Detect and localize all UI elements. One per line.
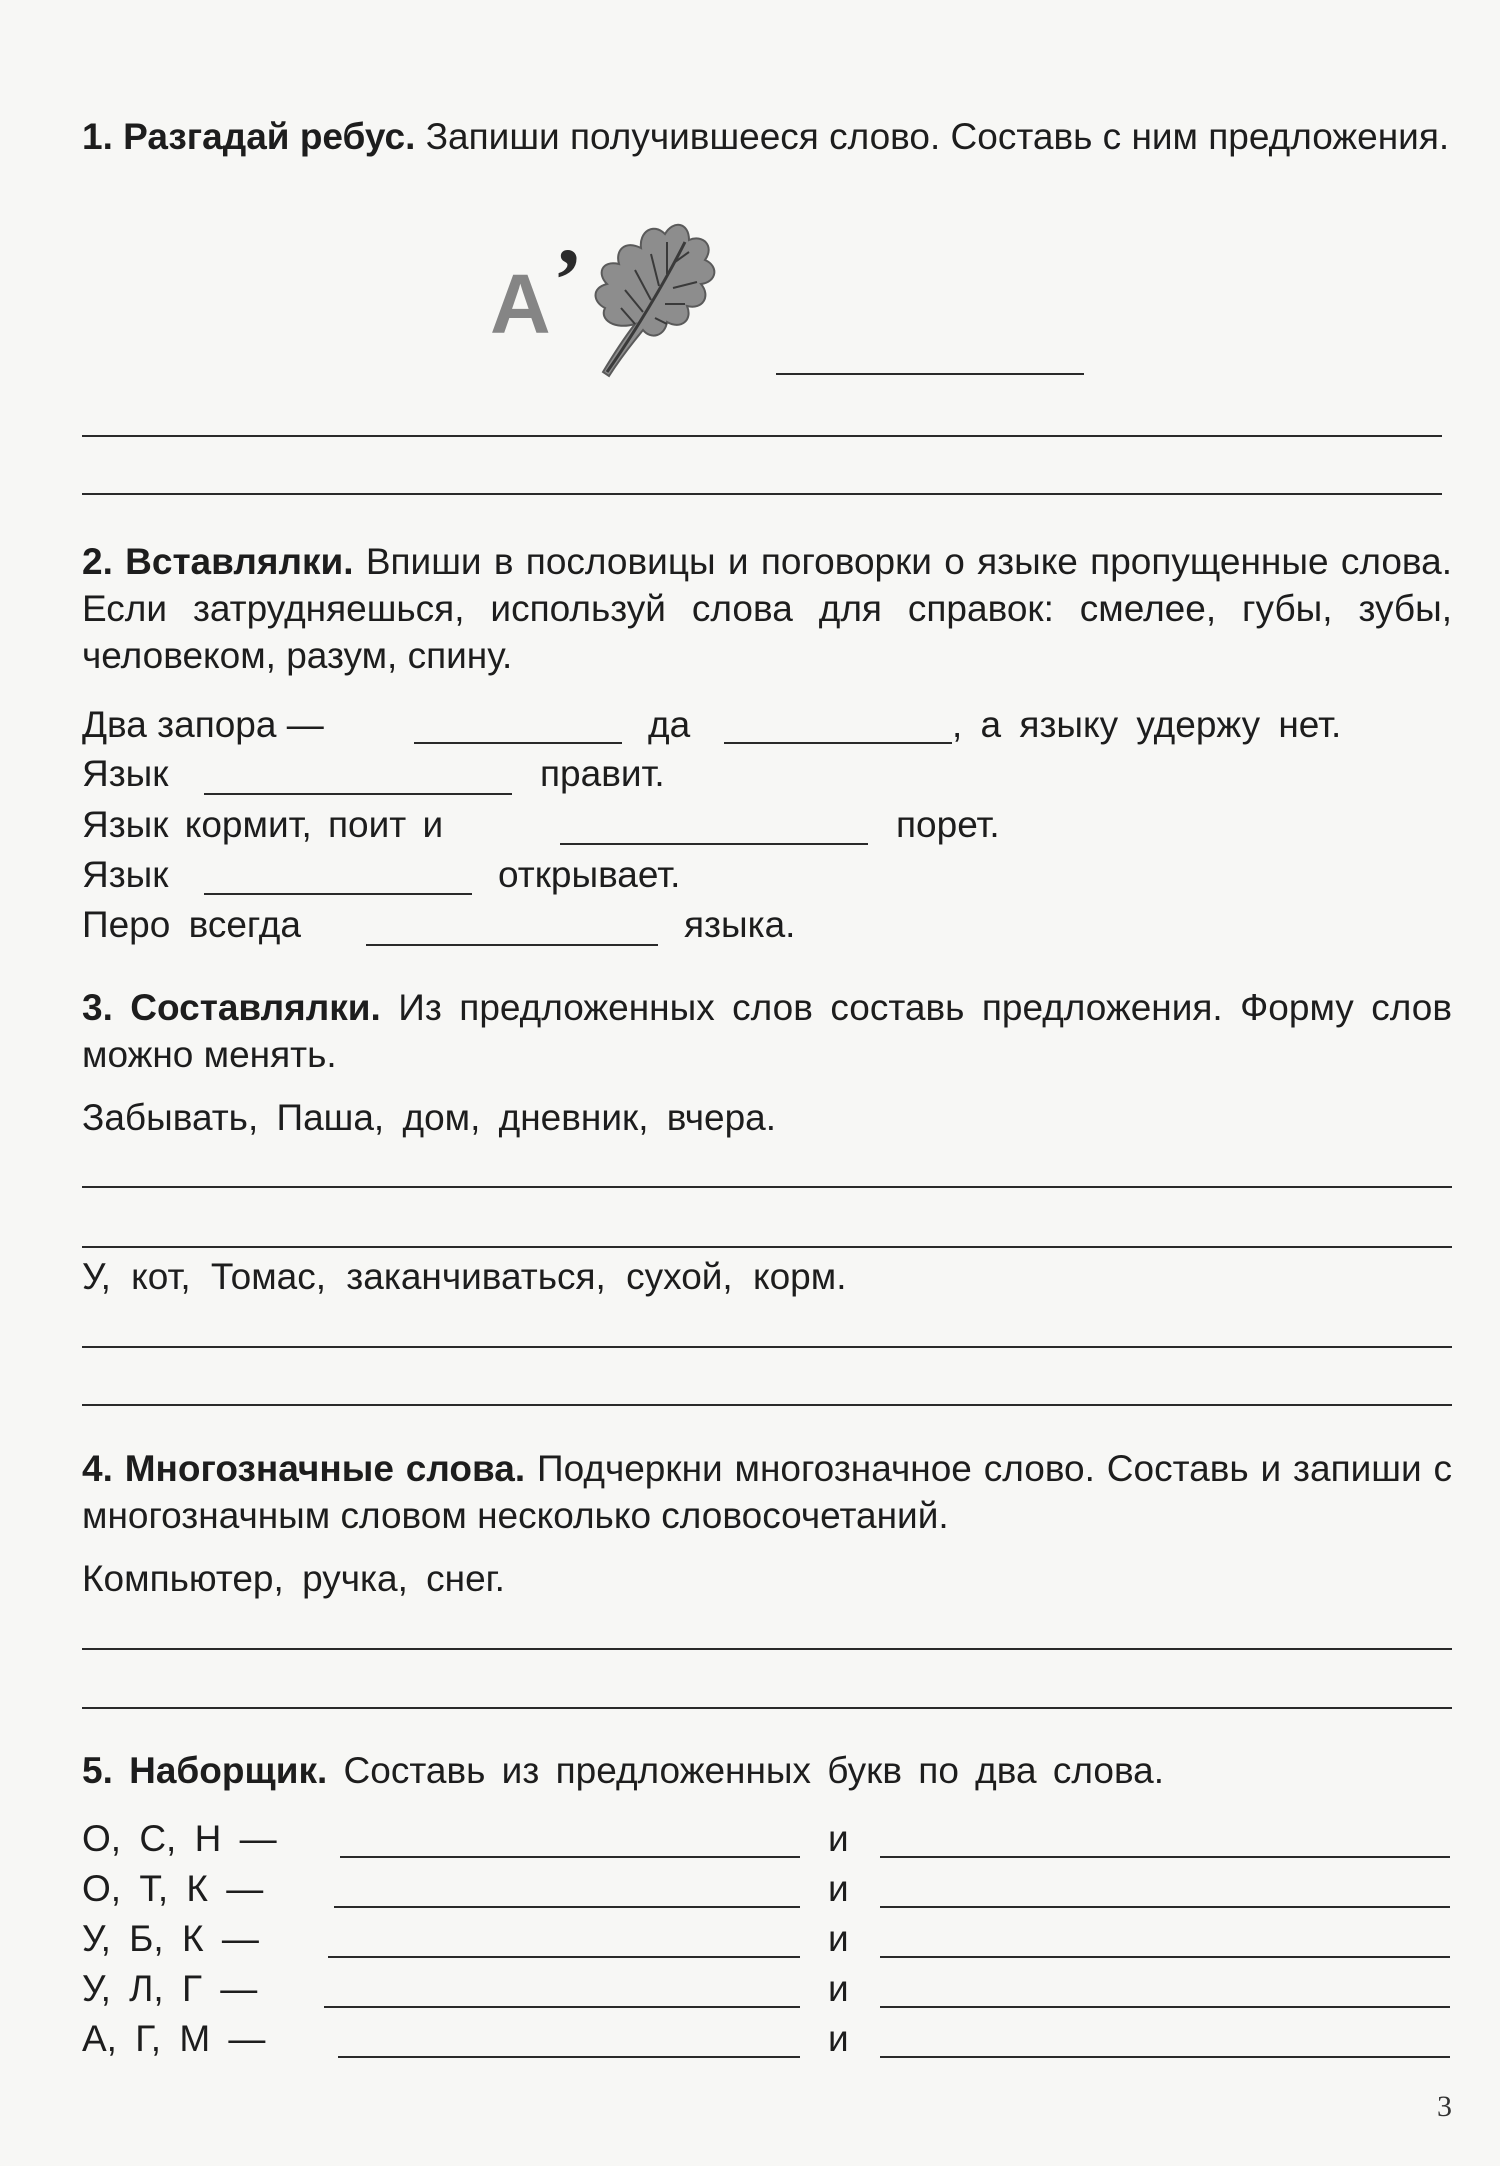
task5-conj: и	[828, 1818, 849, 1859]
task4-paragraph	[82, 1445, 1452, 1539]
proverb-3-start: Язык кормит, поит и	[82, 804, 444, 845]
task2-text: Впиши в пословицы и поговорки о языке пропущенные слова. Если затрудняешься, используй слова для справок: смелее, губы, зубы, человеком, разум, спину.	[82, 541, 1452, 676]
task3-text: Из предложенных слов составь предложения. Форму слов можно менять.	[82, 987, 1452, 1075]
proverb-5-start: Перо всегда	[82, 904, 301, 945]
rebus-apostrophe: ’	[553, 231, 583, 330]
task3-word-set-2: У, кот, Томас, заканчиваться, сухой, корм.	[82, 1256, 847, 1297]
task1-title: 1. Разгадай ребус.	[82, 116, 416, 157]
proverb-1-end: , а языку удержу нет.	[952, 704, 1342, 745]
task5-blank-1[interactable]	[334, 1906, 800, 1908]
task5-text: Составь из предложенных букв по два слова.	[343, 1750, 1165, 1791]
task5-blank-2[interactable]	[880, 1856, 1450, 1858]
task2-paragraph	[82, 538, 1452, 679]
proverb-1-start: Два запора —	[82, 704, 324, 745]
task2-title: 2. Вставлялки.	[82, 541, 354, 582]
task3-title: 3. Составлялки.	[82, 987, 381, 1028]
proverb-1-blank-1[interactable]	[414, 742, 622, 744]
task4-text: Подчеркни многозначное слово. Составь и запиши с многозначным словом несколько словосочетаний.	[82, 1448, 1453, 1536]
task5-letters: О, Т, К —	[82, 1868, 264, 1909]
task5-blank-2[interactable]	[880, 1906, 1450, 1908]
task5-blank-1[interactable]	[340, 1856, 800, 1858]
task5-letters: А, Г, М —	[82, 2018, 266, 2059]
task3-answer-line-3[interactable]	[82, 1346, 1452, 1348]
page-number: 3	[1437, 2090, 1452, 2123]
task5-paragraph	[82, 1747, 1452, 1794]
oak-leaf-icon	[585, 212, 725, 382]
task5-blank-2[interactable]	[880, 2056, 1450, 2058]
proverb-2-end: правит.	[540, 753, 665, 794]
proverb-4-end: открывает.	[498, 854, 681, 895]
rebus-answer-line[interactable]	[776, 373, 1084, 375]
task5-title: 5. Наборщик.	[82, 1750, 328, 1791]
task5-conj: и	[828, 2018, 849, 2059]
proverb-3-blank[interactable]	[560, 843, 868, 845]
proverb-5-end: языка.	[684, 904, 796, 945]
task1-text: Запиши получившееся слово. Составь с ним предложения.	[425, 116, 1450, 157]
task1-paragraph	[82, 113, 1452, 160]
task5-letters: У, Л, Г —	[82, 1968, 258, 2009]
task5-blank-2[interactable]	[880, 2006, 1450, 2008]
proverb-2-start: Язык	[82, 753, 169, 794]
proverb-3-end: порет.	[896, 804, 1000, 845]
proverb-4-blank[interactable]	[204, 893, 472, 895]
task4-title: 4. Многозначные слова.	[82, 1448, 526, 1489]
proverb-2-blank[interactable]	[204, 793, 512, 795]
proverb-4-start: Язык	[82, 854, 169, 895]
task4-answer-line-2[interactable]	[82, 1707, 1452, 1709]
task3-word-set-1: Забывать, Паша, дом, дневник, вчера.	[82, 1097, 777, 1138]
proverb-5-blank[interactable]	[366, 944, 658, 946]
task5-conj: и	[828, 1868, 849, 1909]
proverb-1-middle: да	[648, 704, 691, 745]
task4-words: Компьютер, ручка, снег.	[82, 1558, 505, 1599]
task3-answer-line-1[interactable]	[82, 1186, 1452, 1188]
task5-blank-2[interactable]	[880, 1956, 1450, 1958]
task5-letters: О, С, Н —	[82, 1818, 277, 1859]
task5-blank-1[interactable]	[324, 2006, 800, 2008]
task1-answer-line-2[interactable]	[82, 493, 1442, 495]
task5-blank-1[interactable]	[328, 1956, 800, 1958]
task5-letters: У, Б, К —	[82, 1918, 259, 1959]
task3-answer-line-4[interactable]	[82, 1404, 1452, 1406]
task3-answer-line-2[interactable]	[82, 1246, 1452, 1248]
task4-answer-line-1[interactable]	[82, 1648, 1452, 1650]
task5-conj: и	[828, 1968, 849, 2009]
rebus-letter: А	[490, 257, 551, 351]
task3-paragraph	[82, 984, 1452, 1078]
task5-blank-1[interactable]	[338, 2056, 800, 2058]
task5-conj: и	[828, 1918, 849, 1959]
task1-answer-line-1[interactable]	[82, 435, 1442, 437]
proverb-1-blank-2[interactable]	[724, 742, 952, 744]
